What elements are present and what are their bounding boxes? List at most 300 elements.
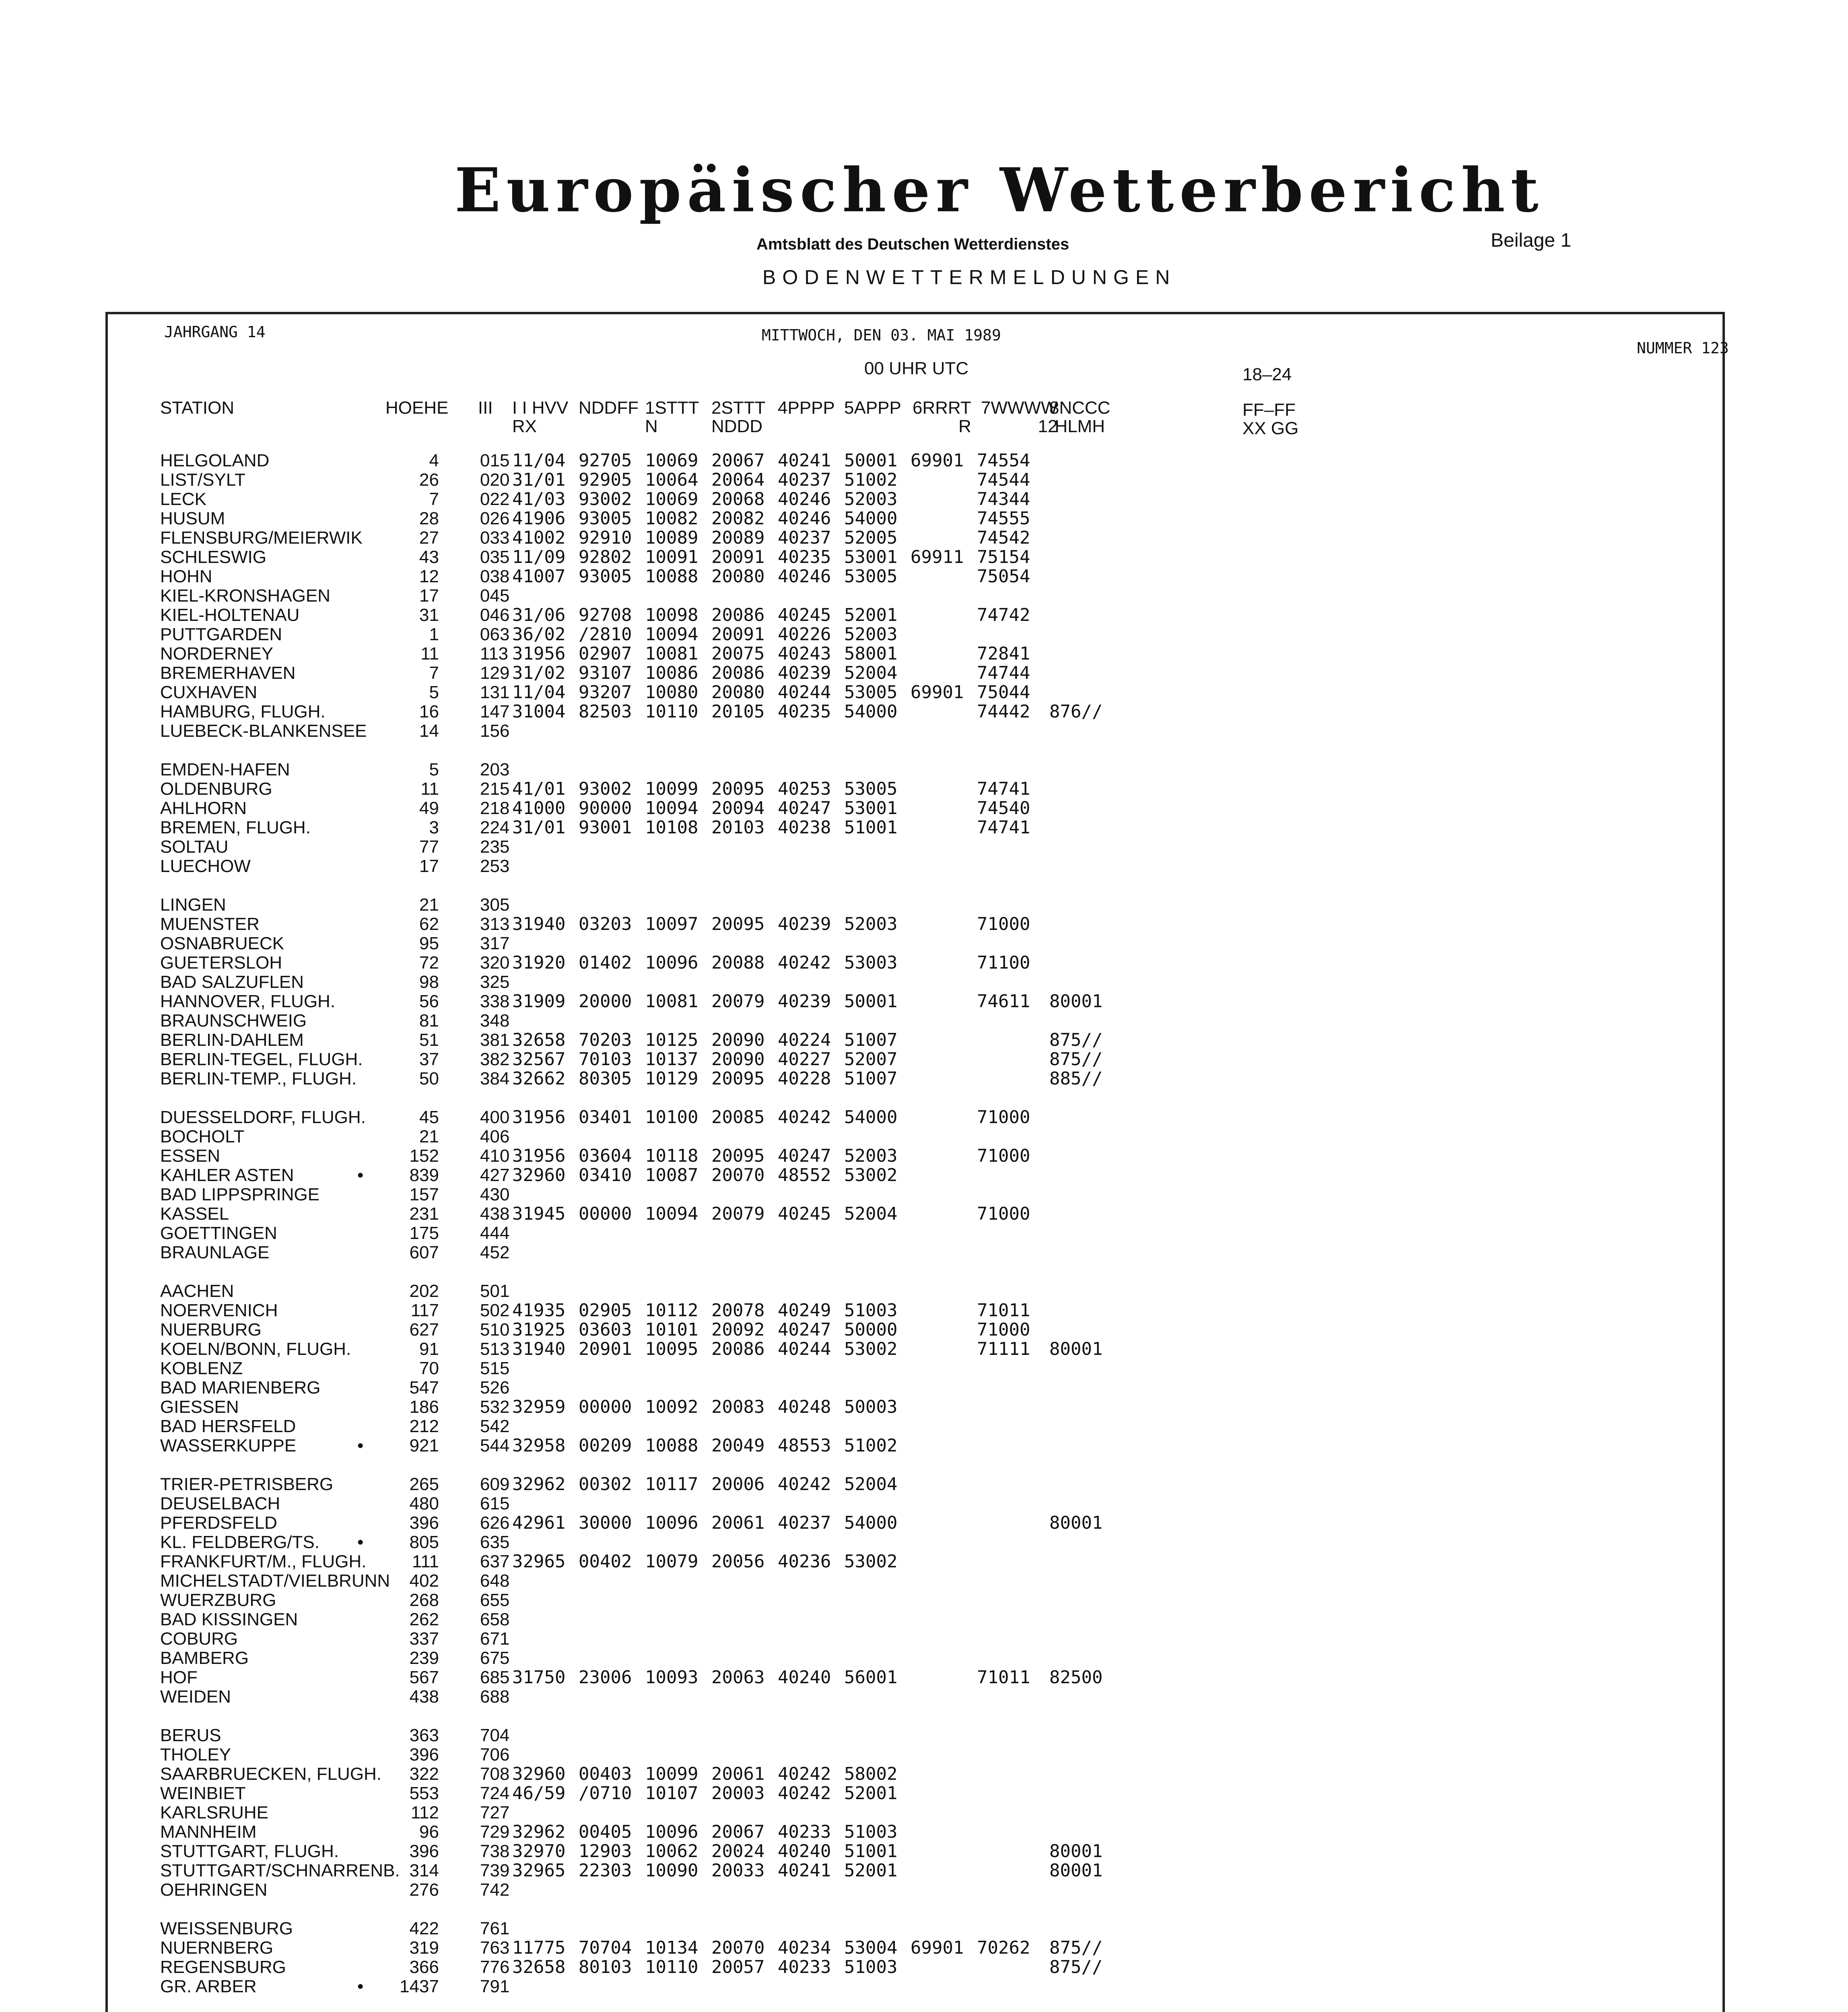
value-nddff: 22303 xyxy=(579,1860,632,1881)
value-nddff: 00403 xyxy=(579,1764,632,1784)
station-name: BAD KISSINGEN xyxy=(160,1610,298,1629)
station-index: 655 xyxy=(480,1590,510,1610)
value-1sttt: 10107 xyxy=(645,1783,698,1804)
value-ihvv: 32970 xyxy=(512,1841,566,1862)
value-5appp: 50000 xyxy=(844,1319,898,1340)
station-name: NORDERNEY xyxy=(160,644,274,664)
value-ihvv: 31956 xyxy=(512,1146,566,1166)
station-name: LIST/SYLT xyxy=(160,470,245,490)
value-nddff: 20000 xyxy=(579,991,632,1012)
value-1sttt: 10117 xyxy=(645,1474,698,1495)
value-4pppp: 40237 xyxy=(778,528,831,548)
station-name: BRAUNSCHWEIG xyxy=(160,1011,307,1031)
value-1sttt: 10110 xyxy=(645,1957,698,1977)
value-2sttt: 20089 xyxy=(711,528,765,548)
station-name: PFERDSFELD xyxy=(160,1513,277,1533)
report-date: MITTWOCH, DEN 03. MAI 1989 xyxy=(762,326,1001,344)
value-7wwww: 74544 xyxy=(977,470,1030,490)
value-5appp: 53005 xyxy=(844,779,898,799)
value-5appp: 52001 xyxy=(844,1860,898,1881)
station-index: 038 xyxy=(480,567,510,586)
station-index: 729 xyxy=(480,1822,510,1842)
table-row xyxy=(108,1069,1722,1088)
value-4pppp: 40233 xyxy=(778,1957,831,1977)
value-2sttt: 20092 xyxy=(711,1319,765,1340)
value-nddff: 03203 xyxy=(579,914,632,934)
value-nddff: 03603 xyxy=(579,1319,632,1340)
value-nddff: 90000 xyxy=(579,798,632,818)
station-index: 688 xyxy=(480,1687,510,1707)
value-8nccc: 80001 xyxy=(1049,1841,1103,1862)
value-5appp: 51003 xyxy=(844,1957,898,1977)
value-5appp: 51007 xyxy=(844,1030,898,1050)
value-2sttt: 20095 xyxy=(711,1146,765,1166)
value-nddff: 92708 xyxy=(579,605,632,625)
table-row xyxy=(108,1571,1722,1591)
value-5appp: 58001 xyxy=(844,643,898,664)
value-ihvv: 31940 xyxy=(512,1339,566,1359)
value-7wwww: 74344 xyxy=(977,489,1030,509)
observation-time: 00 UHR UTC xyxy=(864,359,969,378)
station-index: 430 xyxy=(480,1185,510,1204)
supplement-label: Beilage 1 xyxy=(1491,230,1572,251)
value-5appp: 58002 xyxy=(844,1764,898,1784)
station-index: 671 xyxy=(480,1629,510,1649)
table-row xyxy=(108,1958,1722,1977)
value-1sttt: 10091 xyxy=(645,547,698,567)
value-1sttt: 10108 xyxy=(645,817,698,838)
station-index: 501 xyxy=(480,1281,510,1301)
station-index: 706 xyxy=(480,1745,510,1765)
station-index: 637 xyxy=(480,1552,510,1571)
value-1sttt: 10110 xyxy=(645,701,698,722)
value-1sttt: 10088 xyxy=(645,1435,698,1456)
station-height: 16 xyxy=(419,702,439,722)
station-name: HOHN xyxy=(160,567,212,586)
value-1sttt: 10096 xyxy=(645,1822,698,1842)
value-5appp: 53003 xyxy=(844,952,898,973)
station-name: AHLHORN xyxy=(160,798,247,818)
table-row xyxy=(108,702,1722,722)
value-7wwww: 71000 xyxy=(977,1146,1030,1166)
table-row xyxy=(108,973,1722,992)
value-5appp: 51003 xyxy=(844,1822,898,1842)
section-heading: BODENWETTERMELDUNGEN xyxy=(762,266,1176,289)
station-name: KOELN/BONN, FLUGH. xyxy=(160,1339,351,1359)
value-2sttt: 20088 xyxy=(711,952,765,973)
table-row xyxy=(108,1050,1722,1069)
table-row xyxy=(108,1436,1722,1455)
table-row xyxy=(108,837,1722,857)
station-index: 635 xyxy=(480,1532,510,1552)
value-5appp: 53002 xyxy=(844,1165,898,1185)
table-row xyxy=(108,1726,1722,1745)
value-5appp: 53001 xyxy=(844,798,898,818)
station-height: 56 xyxy=(419,992,439,1011)
table-row xyxy=(108,1243,1722,1262)
value-2sttt: 20085 xyxy=(711,1107,765,1128)
value-1sttt: 10082 xyxy=(645,508,698,529)
value-5appp: 54000 xyxy=(844,1107,898,1128)
station-name: WEIDEN xyxy=(160,1687,231,1707)
value-1sttt: 10137 xyxy=(645,1049,698,1070)
station-name: WEINBIET xyxy=(160,1783,246,1803)
station-index: 325 xyxy=(480,972,510,992)
station-height: 70 xyxy=(419,1359,439,1378)
table-row xyxy=(108,1938,1722,1958)
value-ihvv: 11/09 xyxy=(512,547,566,567)
station-index: 033 xyxy=(480,528,510,548)
station-index: 224 xyxy=(480,818,510,837)
station-index: 675 xyxy=(480,1648,510,1668)
value-4pppp: 40236 xyxy=(778,1551,831,1572)
station-height: 314 xyxy=(409,1861,439,1880)
value-1sttt: 10098 xyxy=(645,605,698,625)
report-frame xyxy=(105,312,1729,2012)
value-4pppp: 40240 xyxy=(778,1841,831,1862)
value-7wwww: 75054 xyxy=(977,566,1030,587)
station-index: 113 xyxy=(480,644,509,664)
value-nddff: 70203 xyxy=(579,1030,632,1050)
value-7wwww: 74540 xyxy=(977,798,1030,818)
station-name: PUTTGARDEN xyxy=(160,625,282,644)
station-height: 7 xyxy=(429,663,439,683)
value-5appp: 50003 xyxy=(844,1397,898,1417)
value-2sttt: 20063 xyxy=(711,1667,765,1688)
station-index: 305 xyxy=(480,895,510,915)
value-2sttt: 20086 xyxy=(711,663,765,683)
value-nddff: 23006 xyxy=(579,1667,632,1688)
value-2sttt: 20006 xyxy=(711,1474,765,1495)
column-header-2sttt: 2STTT NDDD xyxy=(711,398,766,436)
value-ihvv: 32658 xyxy=(512,1957,566,1977)
station-name: KOBLENZ xyxy=(160,1359,243,1378)
value-ihvv: 32960 xyxy=(512,1165,566,1185)
station-height: 28 xyxy=(419,509,439,528)
table-row xyxy=(108,1011,1722,1031)
masthead-title: Europäischer Wetterbericht xyxy=(455,155,1544,226)
value-nddff: 00000 xyxy=(579,1397,632,1417)
station-height: 319 xyxy=(409,1938,439,1958)
station-index: 513 xyxy=(480,1339,510,1359)
value-5appp: 52001 xyxy=(844,605,898,625)
issue-number: NUMMER 123 xyxy=(1637,339,1729,357)
station-index: 510 xyxy=(480,1320,510,1340)
station-height: 72 xyxy=(419,953,439,973)
value-ihvv: 31/06 xyxy=(512,605,566,625)
table-row xyxy=(108,470,1722,490)
value-2sttt: 20094 xyxy=(711,798,765,818)
station-index: 218 xyxy=(480,798,510,818)
value-2sttt: 20061 xyxy=(711,1513,765,1533)
value-1sttt: 10086 xyxy=(645,663,698,683)
value-ihvv: 31940 xyxy=(512,914,566,934)
station-height: 1437 xyxy=(400,1977,439,1996)
station-name: OSNABRUECK xyxy=(160,934,284,953)
value-7wwww: 71000 xyxy=(977,1204,1030,1224)
column-header-nddff: NDDFF xyxy=(579,398,639,418)
value-1sttt: 10134 xyxy=(645,1938,698,1958)
value-4pppp: 40242 xyxy=(778,1783,831,1804)
value-nddff: 92910 xyxy=(579,528,632,548)
station-index: 427 xyxy=(480,1165,510,1185)
value-4pppp: 40227 xyxy=(778,1049,831,1070)
station-index: 020 xyxy=(480,470,510,490)
station-name: NUERBURG xyxy=(160,1320,262,1340)
station-name: KAHLER ASTEN xyxy=(160,1165,294,1185)
table-row xyxy=(108,586,1722,606)
station-height: 396 xyxy=(409,1513,439,1533)
value-1sttt: 10100 xyxy=(645,1107,698,1128)
value-1sttt: 10080 xyxy=(645,682,698,703)
value-2sttt: 20086 xyxy=(711,1339,765,1359)
value-7wwww: 71011 xyxy=(977,1300,1030,1321)
value-8nccc: 885// xyxy=(1049,1068,1103,1089)
station-height: 96 xyxy=(419,1822,439,1842)
station-height: 212 xyxy=(409,1416,439,1436)
station-height: 50 xyxy=(419,1069,439,1088)
station-height: 921 xyxy=(409,1436,439,1455)
station-height: 45 xyxy=(419,1107,439,1127)
value-7wwww: 74611 xyxy=(977,991,1030,1012)
station-index: 026 xyxy=(480,509,510,528)
station-index: 410 xyxy=(480,1146,510,1166)
value-nddff: 70103 xyxy=(579,1049,632,1070)
station-name: LINGEN xyxy=(160,895,226,915)
value-2sttt: 20003 xyxy=(711,1783,765,1804)
station-name: BAD LIPPSPRINGE xyxy=(160,1185,320,1204)
table-row xyxy=(108,1378,1722,1398)
value-2sttt: 20070 xyxy=(711,1938,765,1958)
station-name: KIEL-HOLTENAU xyxy=(160,605,300,625)
value-ihvv: 42961 xyxy=(512,1513,566,1533)
table-row xyxy=(108,1301,1722,1320)
station-index: 046 xyxy=(480,605,510,625)
value-2sttt: 20033 xyxy=(711,1860,765,1881)
value-8nccc: 875// xyxy=(1049,1030,1103,1050)
value-8nccc: 80001 xyxy=(1049,1339,1103,1359)
station-name: BAMBERG xyxy=(160,1648,249,1668)
station-height: 480 xyxy=(409,1494,439,1513)
value-ihvv: 41000 xyxy=(512,798,566,818)
station-index: 129 xyxy=(480,663,510,683)
station-height: 231 xyxy=(409,1204,439,1224)
table-row xyxy=(108,799,1722,818)
station-index: 502 xyxy=(480,1301,510,1320)
value-ihvv: 41/03 xyxy=(512,489,566,509)
table-row xyxy=(108,644,1722,664)
table-row xyxy=(108,567,1722,586)
station-index: 727 xyxy=(480,1803,510,1822)
station-index: 320 xyxy=(480,953,510,973)
table-row xyxy=(108,1687,1722,1707)
station-height: 265 xyxy=(409,1474,439,1494)
station-name: HOF xyxy=(160,1668,198,1687)
value-ihvv: 31004 xyxy=(512,701,566,722)
station-height: 4 xyxy=(429,451,439,470)
value-ihvv: 31956 xyxy=(512,1107,566,1128)
station-height: 111 xyxy=(412,1552,439,1571)
station-height: 11 xyxy=(420,644,439,664)
station-name: MANNHEIM xyxy=(160,1822,257,1842)
table-row xyxy=(108,953,1722,973)
station-index: 791 xyxy=(480,1977,510,1996)
station-index: 022 xyxy=(480,489,510,509)
station-height: 422 xyxy=(409,1919,439,1938)
station-index: 382 xyxy=(480,1049,510,1069)
station-index: 384 xyxy=(480,1069,510,1088)
value-2sttt: 20080 xyxy=(711,682,765,703)
value-8nccc: 82500 xyxy=(1049,1667,1103,1688)
value-1sttt: 10092 xyxy=(645,1397,698,1417)
value-ihvv: 11775 xyxy=(512,1938,566,1958)
table-row xyxy=(108,1359,1722,1378)
table-row xyxy=(108,1668,1722,1687)
table-row xyxy=(108,1320,1722,1340)
value-5appp: 53002 xyxy=(844,1551,898,1572)
value-nddff: 93002 xyxy=(579,779,632,799)
value-4pppp: 40249 xyxy=(778,1300,831,1321)
masthead-subtitle: Amtsblatt des Deutschen Wetterdienstes xyxy=(756,235,1069,253)
station-height: 239 xyxy=(409,1648,439,1668)
station-name: LECK xyxy=(160,489,206,509)
table-row xyxy=(108,451,1722,470)
table-row xyxy=(108,625,1722,644)
station-index: 452 xyxy=(480,1243,510,1262)
value-4pppp: 40235 xyxy=(778,547,831,567)
table-row xyxy=(108,1977,1722,1996)
station-name: REGENSBURG xyxy=(160,1957,286,1977)
station-index: 704 xyxy=(480,1725,510,1745)
mountain-station-marker: • xyxy=(357,1532,364,1552)
station-index: 338 xyxy=(480,992,510,1011)
value-4pppp: 40244 xyxy=(778,1339,831,1359)
station-height: 51 xyxy=(419,1030,439,1050)
value-4pppp: 40239 xyxy=(778,991,831,1012)
station-name: KARLSRUHE xyxy=(160,1803,268,1822)
value-2sttt: 20057 xyxy=(711,1957,765,1977)
station-index: 215 xyxy=(480,779,510,799)
value-ihvv: 32962 xyxy=(512,1474,566,1495)
station-height: 98 xyxy=(419,972,439,992)
table-row xyxy=(108,1224,1722,1243)
value-nddff: 02907 xyxy=(579,643,632,664)
value-2sttt: 20079 xyxy=(711,1204,765,1224)
station-height: 27 xyxy=(419,528,439,548)
value-ihvv: 41007 xyxy=(512,566,566,587)
value-1sttt: 10090 xyxy=(645,1860,698,1881)
value-ihvv: 32567 xyxy=(512,1049,566,1070)
value-5appp: 53005 xyxy=(844,566,898,587)
station-index: 235 xyxy=(480,837,510,857)
station-name: MUENSTER xyxy=(160,914,260,934)
value-nddff: 93005 xyxy=(579,508,632,529)
station-name: COBURG xyxy=(160,1629,238,1649)
value-8nccc: 876// xyxy=(1049,701,1103,722)
table-row xyxy=(108,1861,1722,1880)
station-name: WEISSENBURG xyxy=(160,1919,293,1938)
value-2sttt: 20079 xyxy=(711,991,765,1012)
table-row xyxy=(108,509,1722,528)
station-height: 322 xyxy=(409,1764,439,1784)
station-index: 738 xyxy=(480,1841,510,1861)
value-5appp: 52003 xyxy=(844,1146,898,1166)
value-7wwww: 71000 xyxy=(977,1319,1030,1340)
value-4pppp: 48552 xyxy=(778,1165,831,1185)
station-height: 363 xyxy=(409,1725,439,1745)
table-row xyxy=(108,1340,1722,1359)
value-ihvv: 31925 xyxy=(512,1319,566,1340)
value-nddff: 00402 xyxy=(579,1551,632,1572)
table-row xyxy=(108,1108,1722,1127)
value-4pppp: 48553 xyxy=(778,1435,831,1456)
station-height: 157 xyxy=(409,1185,439,1204)
value-nddff: 01402 xyxy=(579,952,632,973)
station-height: 26 xyxy=(419,470,439,490)
value-2sttt: 20080 xyxy=(711,566,765,587)
value-7wwww: 71100 xyxy=(977,952,1030,973)
value-ihvv: 32965 xyxy=(512,1551,566,1572)
station-index: 763 xyxy=(480,1938,510,1958)
value-nddff: 70704 xyxy=(579,1938,632,1958)
value-nddff: 80305 xyxy=(579,1068,632,1089)
table-row xyxy=(108,992,1722,1011)
station-index: 348 xyxy=(480,1011,510,1031)
table-row xyxy=(108,857,1722,876)
table-row xyxy=(108,760,1722,779)
value-4pppp: 40246 xyxy=(778,489,831,509)
station-height: 805 xyxy=(409,1532,439,1552)
station-height: 21 xyxy=(419,895,439,915)
value-ihvv: 32958 xyxy=(512,1435,566,1456)
value-nddff: 93001 xyxy=(579,817,632,838)
value-5appp: 52003 xyxy=(844,624,898,645)
value-5appp: 52001 xyxy=(844,1783,898,1804)
station-height: 112 xyxy=(410,1803,439,1822)
station-name: STUTTGART/SCHNARRENB. xyxy=(160,1861,400,1880)
value-nddff: 92705 xyxy=(579,450,632,471)
station-height: 17 xyxy=(419,856,439,876)
station-name: BREMERHAVEN xyxy=(160,663,296,683)
value-nddff: 93107 xyxy=(579,663,632,683)
value-1sttt: 10062 xyxy=(645,1841,698,1862)
station-name: LUECHOW xyxy=(160,856,251,876)
station-height: 202 xyxy=(409,1281,439,1301)
value-1sttt: 10099 xyxy=(645,779,698,799)
value-nddff: 00405 xyxy=(579,1822,632,1842)
table-row xyxy=(108,1784,1722,1803)
station-height: 396 xyxy=(409,1841,439,1861)
value-2sttt: 20056 xyxy=(711,1551,765,1572)
column-header-5appp: 5APPP xyxy=(844,398,901,418)
station-name: BERLIN-TEMP., FLUGH. xyxy=(160,1069,357,1088)
value-7wwww: 74741 xyxy=(977,817,1030,838)
station-name: GOETTINGEN xyxy=(160,1223,277,1243)
value-7wwww: 70262 xyxy=(977,1938,1030,1958)
station-height: 12 xyxy=(419,567,439,586)
value-5appp: 52004 xyxy=(844,663,898,683)
value-4pppp: 40226 xyxy=(778,624,831,645)
value-6rrrt: 69901 xyxy=(911,1938,964,1958)
value-8nccc: 80001 xyxy=(1049,1513,1103,1533)
value-5appp: 52007 xyxy=(844,1049,898,1070)
value-ihvv: 32662 xyxy=(512,1068,566,1089)
value-4pppp: 40240 xyxy=(778,1667,831,1688)
station-name: HAMBURG, FLUGH. xyxy=(160,702,326,722)
station-index: 313 xyxy=(480,914,510,934)
station-name: KL. FELDBERG/TS. xyxy=(160,1532,320,1552)
value-ihvv: 32965 xyxy=(512,1860,566,1881)
